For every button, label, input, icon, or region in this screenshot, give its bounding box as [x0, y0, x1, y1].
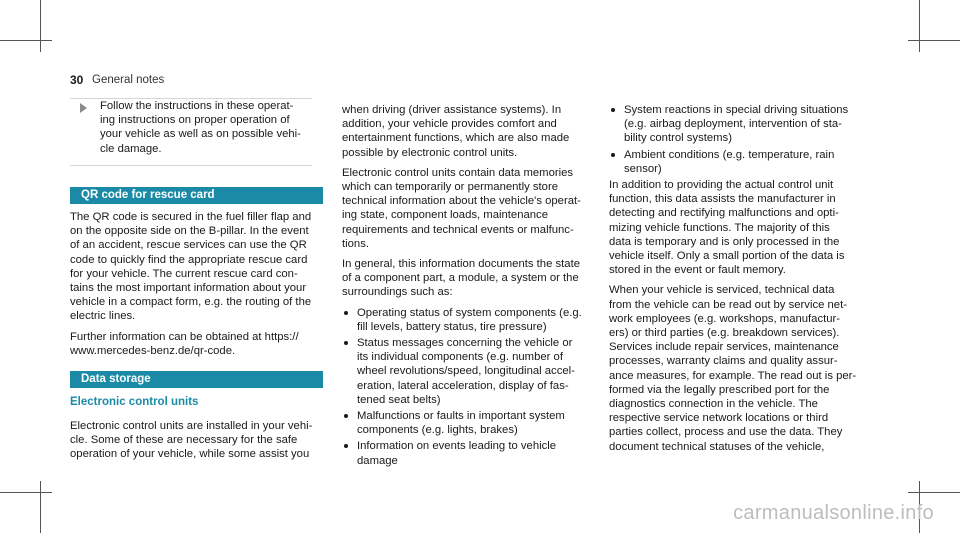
qr-body [70, 210, 325, 364]
paragraph: when driving (driver assistance systems). In addition, your vehicle provides comfort and entertainment functions, which are also made possible by electronic control units. [342, 104, 570, 159]
list-item: Operating status of system components (e.g. fill levels, battery status, tire pressure) [342, 306, 597, 334]
crop-mark [40, 481, 41, 533]
electronic-control-units-heading: Electronic control units [70, 396, 199, 408]
qr-paragraph: The QR code is secured in the fuel filler flap and on the opposite side on the B-pillar. In the event of an accident, rescue services can use the QR code to quickly find the appropriate rescue card for your vehicle. The current rescue card con- tains the most important information about your vehicle in a compact form, e.g. the routing of the electric lines. [70, 211, 312, 323]
crop-mark [919, 0, 920, 52]
section-title: General notes [92, 74, 165, 86]
data-storage-heading: Data storage [70, 371, 323, 388]
paragraph: In addition to providing the actual control unit function, this data assists the manufacturer in detecting and rectifying malfunctions and opti- mizing vehicle functions. The majority of this data is temporary and is only processed in the vehicle itself. Only a small portion of the data is stored in the event or fault memory. [609, 179, 845, 277]
bullet-icon [344, 444, 348, 448]
crop-mark [40, 0, 41, 52]
right-column [609, 103, 869, 460]
page-number: 30 [70, 73, 84, 87]
list-item: Ambient conditions (e.g. temperature, rain sensor) [609, 148, 869, 176]
bullet-icon [344, 311, 348, 315]
paragraph: Electronic control units contain data memories which can temporarily or permanently store technical information about the vehicle's operat- ing state, component loads, maintenance requirements and technical events or malfunc- tions. [342, 166, 581, 250]
paragraph: When your vehicle is serviced, technical data from the vehicle can be read out by service net- work employees (e.g. workshops, manufactur- ers) or third parties (e.g. breakdown services). Services include repair services, maintenance processes, warranty claims and quality assur- ance measures, for example. The read out is per- formed via the legally prescribed port for the diagnostics connection in the vehicle. The respective service network locations or third parties collect, process and use the data. They document technical statuses of the vehicle, [609, 284, 857, 453]
note-box [70, 98, 312, 166]
crop-mark [0, 492, 52, 493]
crop-mark [0, 40, 52, 41]
bullet-icon [611, 153, 615, 157]
note-text: Follow the instructions in these operat- ing instructions on proper operation of your vehicle as well as on possible vehi- cle damage. [100, 100, 301, 155]
paragraph: In general, this information documents the state of a component part, a module, a system or the surroundings such as: [342, 258, 580, 299]
storage-paragraph: Electronic control units are installed in your vehi- cle. Some of these are necessary for the safe operation of your vehicle, while some assist you [70, 420, 313, 461]
middle-column [342, 103, 597, 470]
list-item: Information on events leading to vehicle damage [342, 439, 597, 467]
qr-paragraph: Further information can be obtained at https:// www.mercedes-benz.de/qr-code. [70, 330, 299, 357]
crop-mark [908, 492, 960, 493]
crop-mark [908, 40, 960, 41]
bullet-icon [611, 108, 615, 112]
watermark: carmanualsonline.info [733, 502, 934, 524]
qr-heading: QR code for rescue card [70, 187, 323, 204]
bullet-list [342, 306, 597, 468]
list-item: System reactions in special driving situations (e.g. airbag deployment, intervention of sta- bility control systems) [609, 103, 869, 146]
list-item: Malfunctions or faults in important system components (e.g. lights, brakes) [342, 409, 597, 437]
list-item: Status messages concerning the vehicle or its individual components (e.g. number of wheel revolutions/speed, longitudinal accel- eration, lateral acceleration, display of fas- tened seat belts) [342, 336, 597, 407]
bullet-icon [344, 341, 348, 345]
bullet-icon [344, 414, 348, 418]
arrow-right-icon [80, 103, 87, 113]
bullet-list [609, 103, 869, 176]
storage-body [70, 419, 325, 468]
